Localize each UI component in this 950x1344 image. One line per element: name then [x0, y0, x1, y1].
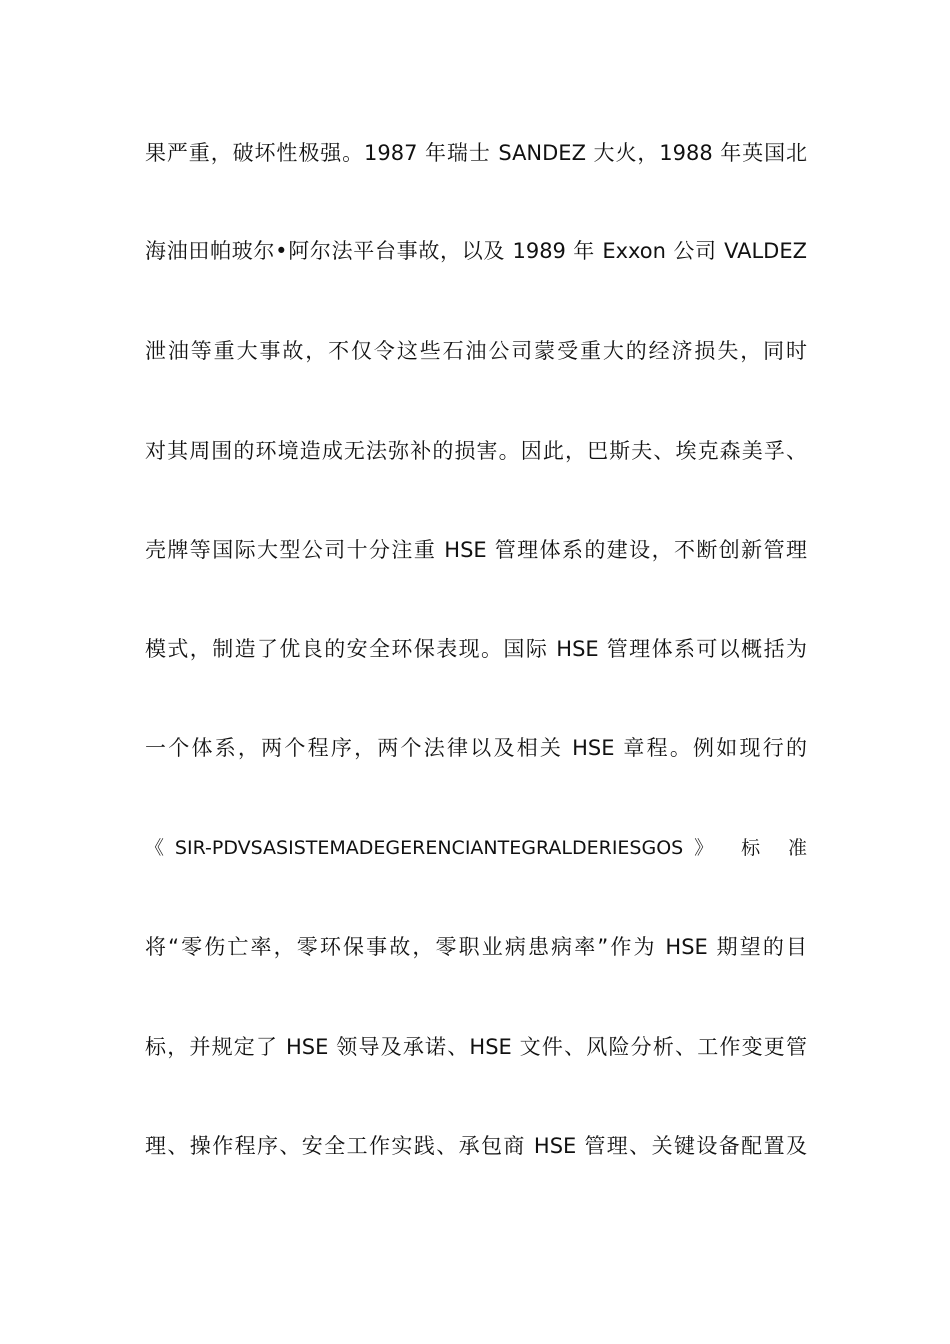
paragraph-line-1: 果严重，破坏性极强。1987 年瑞士 SANDEZ 大火，1988 年英国北: [145, 141, 807, 165]
paragraph-line-11: 理、操作程序、安全工作实践、承包商 HSE 管理、关键设备配置及: [145, 1134, 807, 1158]
paragraph-line-2: 海油田帕玻尔•阿尔法平台事故，以及 1989 年 Exxon 公司 VALDEZ: [145, 239, 807, 263]
paragraph-line-5: 壳牌等国际大型公司十分注重 HSE 管理体系的建设，不断创新管理: [145, 538, 807, 562]
paragraph-line-8: 《SIR-PDVSASISTEMADEGERENCIANTEGRALDERIESGOS》 标 准: [145, 837, 807, 859]
paragraph-line-3: 泄油等重大事故，不仅令这些石油公司蒙受重大的经济损失，同时: [145, 339, 807, 363]
paragraph-line-6: 模式，制造了优良的安全环保表现。国际 HSE 管理体系可以概括为: [145, 637, 807, 661]
paragraph-line-4: 对其周围的环境造成无法弥补的损害。因此，巴斯夫、埃克森美孚、: [145, 439, 807, 463]
paragraph-line-9: 将“零伤亡率，零环保事故，零职业病患病率”作为 HSE 期望的目: [145, 935, 807, 959]
paragraph-line-10: 标，并规定了 HSE 领导及承诺、HSE 文件、风险分析、工作变更管: [145, 1035, 807, 1059]
paragraph-line-7: 一个体系，两个程序，两个法律以及相关 HSE 章程。例如现行的: [145, 736, 807, 760]
